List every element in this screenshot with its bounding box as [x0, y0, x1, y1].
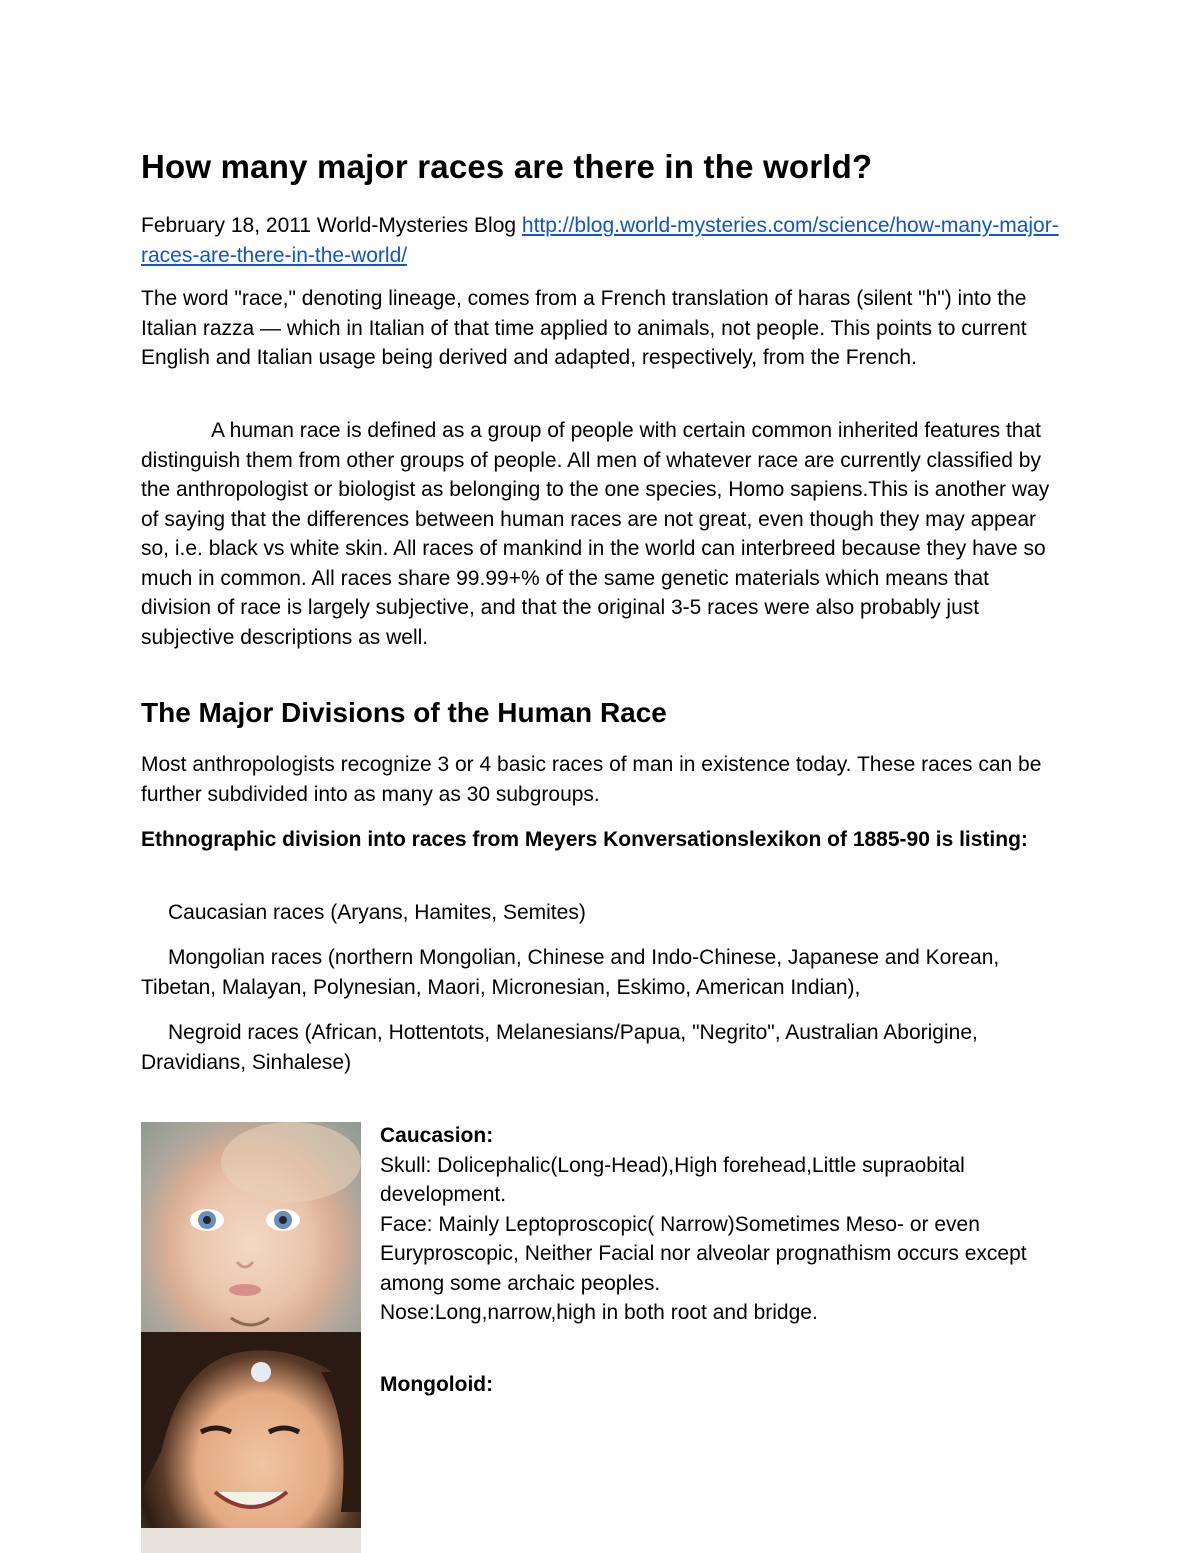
paragraph-definition-text: A human race is defined as a group of people with certain common inherited features that distinguish them from other groups of people. All men of whatever race are currently classified by the anthropologist or biologist as belonging to the one species, Homo sapiens.This is another way of saying that the differences between human races are not great, even though they may appear so, i.e. black vs white skin. All races of mankind in the world can interbreed because they have so much in common. All races share 99.99+% of the same genetic materials which means that division of race is largely subjective, and that the original 3-5 races were also probably just subjective descriptions as well. [141, 419, 1050, 649]
paragraph-definition [141, 416, 1061, 652]
paragraph-etymology: The word "race," denoting lineage, comes from a French translation of haras (silent "h") into the Italian razza — which in Italian of that time applied to animals, not people. This points to current English and Italian usage being derived and adapted, respectively, from the French. [141, 287, 1027, 369]
caucasion-skull: Skull: Dolicephalic(Long-Head),High forehead,Little supraobital development. [380, 1153, 965, 1206]
page-title: How many major races are there in the world? [141, 148, 873, 185]
caucasion-nose: Nose:Long,narrow,high in both root and bridge. [380, 1301, 818, 1324]
source-date: February 18, 2011 World-Mysteries Blog [141, 214, 522, 237]
source-link[interactable]: http://blog.world-mysteries.com/science/how-many-major-races-are-there-in-the-world/ [141, 214, 1059, 267]
mongoloid-description [380, 1370, 1061, 1400]
list-item [141, 943, 1061, 1002]
list-item [141, 1018, 1061, 1077]
list-item [141, 898, 1061, 928]
race-mongolian: Mongolian races (northern Mongolian, Chinese and Indo-Chinese, Japanese and Korean, Tibetan, Malayan, Polynesian, Maori, Micronesian, Eskimo, American Indian), [141, 946, 1000, 999]
caucasion-label: Caucasion: [380, 1124, 494, 1147]
caucasion-description [380, 1121, 1061, 1328]
race-caucasian: Caucasian races (Aryans, Hamites, Semites) [168, 901, 586, 924]
mongoloid-label: Mongoloid: [380, 1373, 494, 1396]
source-line [141, 211, 1061, 270]
caucasion-face: Face: Mainly Leptoproscopic( Narrow)Sometimes Meso- or even Euryproscopic, Neither Facial nor alveolar prognathism occurs except among some archaic peoples. [380, 1212, 1027, 1295]
caucasian-child-photo [141, 1122, 361, 1332]
mongoloid-child-photo [141, 1332, 361, 1553]
ethnographic-heading: Ethnographic division into races from Meyers Konversationslexikon of 1885-90 is listing: [141, 828, 1028, 851]
section-heading: The Major Divisions of the Human Race [141, 697, 667, 728]
race-negroid: Negroid races (African, Hottentots, Melanesians/Papua, "Negrito", Australian Aborigine, Dravidians, Sinhalese) [141, 1021, 978, 1074]
section-intro: Most anthropologists recognize 3 or 4 basic races of man in existence today. These races can be further subdivided into as many as 30 subgroups. [141, 753, 1042, 806]
